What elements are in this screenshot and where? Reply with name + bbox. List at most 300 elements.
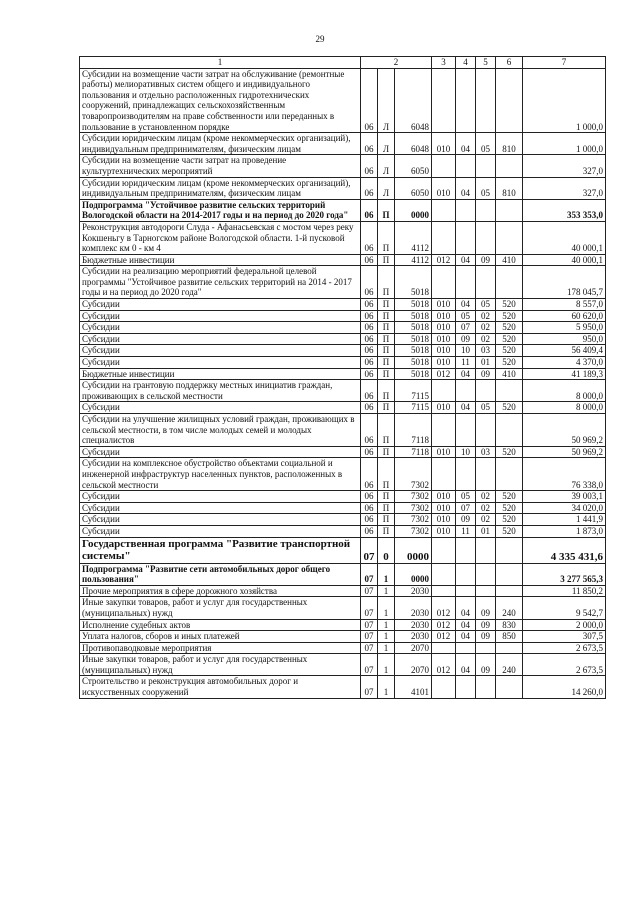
- code-subprogram: Л: [378, 177, 395, 199]
- amount: 4 335 431,6: [523, 537, 606, 563]
- code-direction: 5018: [395, 345, 432, 357]
- code-section: [456, 585, 476, 597]
- code-ministry: [432, 414, 456, 447]
- code-program: 07: [361, 619, 378, 631]
- code-ministry: [432, 221, 456, 254]
- code-expense-type: 520: [496, 491, 523, 503]
- code-expense-type: 520: [496, 402, 523, 414]
- code-expense-type: 810: [496, 177, 523, 199]
- code-ministry: [432, 380, 456, 402]
- code-direction: 7302: [395, 514, 432, 526]
- row-name: Бюджетные инвестиции: [80, 368, 361, 380]
- header-col-5: 5: [476, 57, 496, 69]
- code-direction: 2030: [395, 619, 432, 631]
- code-program: 06: [361, 357, 378, 369]
- code-ministry: [432, 155, 456, 177]
- amount: 950,0: [523, 333, 606, 345]
- code-section: 11: [456, 525, 476, 537]
- code-section: 04: [456, 402, 476, 414]
- code-program: 06: [361, 333, 378, 345]
- code-subprogram: 1: [378, 585, 395, 597]
- code-direction: 2030: [395, 631, 432, 643]
- code-direction: 5018: [395, 299, 432, 311]
- code-subsection: 05: [476, 177, 496, 199]
- code-subprogram: Л: [378, 133, 395, 155]
- amount: 50 969,2: [523, 446, 606, 458]
- table-row: [80, 631, 606, 643]
- code-subprogram: П: [378, 345, 395, 357]
- code-ministry: [432, 585, 456, 597]
- code-ministry: 010: [432, 310, 456, 322]
- code-subsection: 02: [476, 310, 496, 322]
- code-expense-type: [496, 155, 523, 177]
- code-subsection: [476, 68, 496, 133]
- code-subprogram: П: [378, 333, 395, 345]
- code-direction: 7302: [395, 502, 432, 514]
- code-subsection: 09: [476, 631, 496, 643]
- code-section: [456, 68, 476, 133]
- code-subsection: [476, 458, 496, 491]
- code-ministry: 010: [432, 357, 456, 369]
- code-direction: 0000: [395, 199, 432, 221]
- code-subsection: [476, 676, 496, 698]
- budget-table: [79, 56, 606, 699]
- code-direction: 7118: [395, 446, 432, 458]
- code-ministry: 010: [432, 514, 456, 526]
- row-name: Реконструкция автодороги Слуда - Афанасьевская с мостом через реку Кокшеньгу в Тарногском районе Вологодской области. 1-й пусковой комплекс км 0 - км 4: [80, 221, 361, 254]
- table-row: [80, 380, 606, 402]
- code-section: [456, 563, 476, 585]
- table-row: [80, 368, 606, 380]
- amount: 5 950,0: [523, 322, 606, 334]
- code-direction: 6048: [395, 68, 432, 133]
- code-program: 06: [361, 299, 378, 311]
- table-row: [80, 597, 606, 619]
- code-direction: 7115: [395, 402, 432, 414]
- code-subprogram: П: [378, 221, 395, 254]
- code-subsection: [476, 585, 496, 597]
- table-row: [80, 357, 606, 369]
- row-name: Иные закупки товаров, работ и услуг для государственных (муниципальных) нужд: [80, 654, 361, 676]
- table-row: [80, 266, 606, 299]
- code-ministry: 010: [432, 322, 456, 334]
- code-subsection: 02: [476, 322, 496, 334]
- table-row: [80, 345, 606, 357]
- row-name: Субсидии: [80, 357, 361, 369]
- row-name: Исполнение судебных актов: [80, 619, 361, 631]
- code-subprogram: П: [378, 525, 395, 537]
- code-section: 10: [456, 345, 476, 357]
- table-row: [80, 676, 606, 698]
- code-subprogram: П: [378, 266, 395, 299]
- code-subprogram: П: [378, 322, 395, 334]
- code-subsection: 09: [476, 597, 496, 619]
- code-direction: 7115: [395, 380, 432, 402]
- code-expense-type: [496, 563, 523, 585]
- code-ministry: 010: [432, 333, 456, 345]
- code-subsection: 03: [476, 345, 496, 357]
- code-subprogram: Л: [378, 155, 395, 177]
- code-section: [456, 155, 476, 177]
- code-program: 07: [361, 563, 378, 585]
- table-row: [80, 177, 606, 199]
- code-direction: 2030: [395, 585, 432, 597]
- code-direction: 2070: [395, 654, 432, 676]
- code-expense-type: 410: [496, 368, 523, 380]
- table-row: [80, 502, 606, 514]
- table-row: [80, 199, 606, 221]
- code-program: 06: [361, 491, 378, 503]
- code-expense-type: [496, 199, 523, 221]
- code-subsection: [476, 537, 496, 563]
- table-row: [80, 537, 606, 563]
- code-subprogram: 1: [378, 631, 395, 643]
- amount: 8 000,0: [523, 402, 606, 414]
- code-expense-type: 240: [496, 597, 523, 619]
- code-section: 04: [456, 597, 476, 619]
- code-ministry: [432, 563, 456, 585]
- row-name: Субсидии: [80, 491, 361, 503]
- code-ministry: 012: [432, 597, 456, 619]
- code-program: 06: [361, 414, 378, 447]
- code-direction: 2070: [395, 642, 432, 654]
- amount: 307,5: [523, 631, 606, 643]
- amount: 11 850,2: [523, 585, 606, 597]
- row-name: Субсидии: [80, 345, 361, 357]
- header-col-4: 4: [456, 57, 476, 69]
- row-name: Субсидии на возмещение части затрат на обслуживание (ремонтные работы) мелиоративных систем общего и индивидуального пользования и отдельно расположенных гидротехнических сооружений, принадлежащих сельскохозяйственным товаропроизводителям на праве собственности или переданных в пользование в установленном порядке: [80, 68, 361, 133]
- code-subprogram: П: [378, 502, 395, 514]
- table-row: [80, 333, 606, 345]
- row-name: Субсидии: [80, 322, 361, 334]
- code-expense-type: 520: [496, 322, 523, 334]
- amount: 60 620,0: [523, 310, 606, 322]
- code-expense-type: [496, 537, 523, 563]
- code-expense-type: 520: [496, 525, 523, 537]
- code-subsection: 09: [476, 368, 496, 380]
- code-direction: 0000: [395, 537, 432, 563]
- code-expense-type: [496, 458, 523, 491]
- table-row: [80, 155, 606, 177]
- amount: 40 000,1: [523, 254, 606, 266]
- row-name: Подпрограмма "Развитие сети автомобильных дорог общего пользования": [80, 563, 361, 585]
- table-row: [80, 221, 606, 254]
- code-program: 06: [361, 322, 378, 334]
- code-program: 07: [361, 642, 378, 654]
- code-section: 04: [456, 631, 476, 643]
- code-subprogram: 1: [378, 676, 395, 698]
- code-program: 06: [361, 514, 378, 526]
- code-direction: 5018: [395, 333, 432, 345]
- amount: 1 873,0: [523, 525, 606, 537]
- code-ministry: [432, 68, 456, 133]
- amount: 50 969,2: [523, 414, 606, 447]
- code-program: 07: [361, 537, 378, 563]
- code-section: 04: [456, 654, 476, 676]
- table-row: [80, 322, 606, 334]
- header-col-2: 2: [361, 57, 432, 69]
- row-name: Противопаводковые мероприятия: [80, 642, 361, 654]
- table-body: [80, 57, 606, 699]
- code-direction: 7302: [395, 491, 432, 503]
- code-ministry: 012: [432, 654, 456, 676]
- row-name: Субсидии: [80, 402, 361, 414]
- code-program: 06: [361, 368, 378, 380]
- code-program: 06: [361, 221, 378, 254]
- code-subsection: 02: [476, 502, 496, 514]
- row-name: Субсидии юридическим лицам (кроме некоммерческих организаций), индивидуальным предпринимателям, физическим лицам: [80, 177, 361, 199]
- amount: 327,0: [523, 177, 606, 199]
- code-subprogram: П: [378, 199, 395, 221]
- code-subsection: [476, 414, 496, 447]
- code-expense-type: [496, 676, 523, 698]
- code-program: 06: [361, 68, 378, 133]
- table-row: [80, 133, 606, 155]
- code-direction: 5018: [395, 357, 432, 369]
- code-expense-type: [496, 68, 523, 133]
- table-row: [80, 414, 606, 447]
- code-subprogram: П: [378, 491, 395, 503]
- code-section: [456, 414, 476, 447]
- code-program: 06: [361, 502, 378, 514]
- code-subprogram: П: [378, 380, 395, 402]
- code-section: 07: [456, 502, 476, 514]
- table-row: [80, 310, 606, 322]
- code-ministry: [432, 266, 456, 299]
- row-name: Уплата налогов, сборов и иных платежей: [80, 631, 361, 643]
- code-section: 05: [456, 310, 476, 322]
- row-name: Субсидии: [80, 525, 361, 537]
- header-col-3: 3: [432, 57, 456, 69]
- code-expense-type: [496, 221, 523, 254]
- table-row: [80, 563, 606, 585]
- code-program: 06: [361, 345, 378, 357]
- code-subsection: [476, 563, 496, 585]
- code-section: [456, 458, 476, 491]
- code-subsection: 09: [476, 619, 496, 631]
- code-expense-type: [496, 414, 523, 447]
- table-row: [80, 642, 606, 654]
- row-name: Бюджетные инвестиции: [80, 254, 361, 266]
- table-row: [80, 254, 606, 266]
- code-expense-type: [496, 642, 523, 654]
- row-name: Субсидии: [80, 333, 361, 345]
- code-subprogram: П: [378, 458, 395, 491]
- code-ministry: [432, 642, 456, 654]
- amount: 41 189,3: [523, 368, 606, 380]
- code-expense-type: 520: [496, 514, 523, 526]
- header-col-6: 6: [496, 57, 523, 69]
- code-expense-type: 520: [496, 299, 523, 311]
- table-row: [80, 514, 606, 526]
- code-section: [456, 221, 476, 254]
- amount: 76 338,0: [523, 458, 606, 491]
- code-subsection: 02: [476, 333, 496, 345]
- row-name: Субсидии: [80, 299, 361, 311]
- code-program: 06: [361, 177, 378, 199]
- code-expense-type: 240: [496, 654, 523, 676]
- code-subprogram: 1: [378, 619, 395, 631]
- code-expense-type: 520: [496, 446, 523, 458]
- amount: 39 003,1: [523, 491, 606, 503]
- code-subsection: [476, 380, 496, 402]
- table-row: [80, 446, 606, 458]
- row-name: Субсидии на комплексное обустройство объектами социальной и инженерной инфраструктур населенных пунктов, расположенных в сельской местности: [80, 458, 361, 491]
- code-ministry: 010: [432, 402, 456, 414]
- code-subprogram: 0: [378, 537, 395, 563]
- code-program: 06: [361, 199, 378, 221]
- code-subprogram: П: [378, 446, 395, 458]
- code-subprogram: 1: [378, 563, 395, 585]
- code-section: 04: [456, 368, 476, 380]
- code-subsection: 01: [476, 525, 496, 537]
- code-ministry: 010: [432, 502, 456, 514]
- row-name: Государственная программа "Развитие транспортной системы": [80, 537, 361, 563]
- code-direction: 7118: [395, 414, 432, 447]
- code-subprogram: П: [378, 402, 395, 414]
- code-expense-type: [496, 585, 523, 597]
- code-expense-type: 520: [496, 345, 523, 357]
- row-name: Прочие мероприятия в сфере дорожного хозяйства: [80, 585, 361, 597]
- code-direction: 5018: [395, 266, 432, 299]
- code-subprogram: П: [378, 414, 395, 447]
- code-ministry: 012: [432, 631, 456, 643]
- amount: 9 542,7: [523, 597, 606, 619]
- amount: 34 020,0: [523, 502, 606, 514]
- code-subsection: 09: [476, 254, 496, 266]
- code-expense-type: 850: [496, 631, 523, 643]
- code-ministry: 012: [432, 254, 456, 266]
- code-ministry: [432, 537, 456, 563]
- code-ministry: 010: [432, 177, 456, 199]
- code-subsection: 02: [476, 514, 496, 526]
- code-subsection: 02: [476, 491, 496, 503]
- code-direction: 0000: [395, 563, 432, 585]
- code-direction: 4112: [395, 221, 432, 254]
- code-subprogram: 1: [378, 654, 395, 676]
- code-expense-type: [496, 380, 523, 402]
- code-direction: 6048: [395, 133, 432, 155]
- code-program: 06: [361, 266, 378, 299]
- code-ministry: 012: [432, 619, 456, 631]
- code-program: 07: [361, 654, 378, 676]
- code-section: 11: [456, 357, 476, 369]
- code-section: 05: [456, 491, 476, 503]
- code-ministry: 012: [432, 368, 456, 380]
- code-direction: 5018: [395, 310, 432, 322]
- header-col-1: 1: [80, 57, 361, 69]
- page-number: 29: [315, 34, 325, 44]
- header-col-7: 7: [523, 57, 606, 69]
- code-section: [456, 642, 476, 654]
- code-ministry: 010: [432, 446, 456, 458]
- code-ministry: 010: [432, 525, 456, 537]
- row-name: Субсидии на грантовую поддержку местных инициатив граждан, проживающих в сельской местности: [80, 380, 361, 402]
- amount: 40 000,1: [523, 221, 606, 254]
- code-section: 10: [456, 446, 476, 458]
- row-name: Подпрограмма "Устойчивое развитие сельских территорий Вологодской области на 2014-2017 годы и на период до 2020 года": [80, 199, 361, 221]
- code-expense-type: [496, 266, 523, 299]
- amount: 3 277 565,3: [523, 563, 606, 585]
- code-ministry: 010: [432, 345, 456, 357]
- code-expense-type: 410: [496, 254, 523, 266]
- code-direction: 6050: [395, 177, 432, 199]
- table-row: [80, 299, 606, 311]
- row-name: Субсидии: [80, 446, 361, 458]
- amount: 14 260,0: [523, 676, 606, 698]
- code-section: 04: [456, 619, 476, 631]
- code-subsection: 05: [476, 402, 496, 414]
- code-ministry: [432, 676, 456, 698]
- table-row: [80, 68, 606, 133]
- code-subsection: 05: [476, 299, 496, 311]
- table-row: [80, 585, 606, 597]
- code-section: [456, 266, 476, 299]
- code-program: 06: [361, 310, 378, 322]
- code-expense-type: 810: [496, 133, 523, 155]
- amount: 178 045,7: [523, 266, 606, 299]
- code-expense-type: 830: [496, 619, 523, 631]
- row-name: Субсидии на реализацию мероприятий федеральной целевой программы "Устойчивое развитие сельских территорий на 2014 - 2017 годы и на период до 2020 года": [80, 266, 361, 299]
- code-section: [456, 537, 476, 563]
- row-name: Субсидии: [80, 514, 361, 526]
- amount: 56 409,4: [523, 345, 606, 357]
- amount: 1 000,0: [523, 68, 606, 133]
- code-program: 07: [361, 597, 378, 619]
- code-program: 06: [361, 525, 378, 537]
- code-program: 07: [361, 631, 378, 643]
- code-subprogram: П: [378, 310, 395, 322]
- amount: 353 353,0: [523, 199, 606, 221]
- amount: 2 673,5: [523, 654, 606, 676]
- code-section: 04: [456, 133, 476, 155]
- code-program: 06: [361, 133, 378, 155]
- row-name: Субсидии юридическим лицам (кроме некоммерческих организаций), индивидуальным предпринимателям, физическим лицам: [80, 133, 361, 155]
- code-subsection: 09: [476, 654, 496, 676]
- amount: 2 000,0: [523, 619, 606, 631]
- code-program: 06: [361, 155, 378, 177]
- amount: 8 000,0: [523, 380, 606, 402]
- code-subprogram: П: [378, 254, 395, 266]
- code-section: [456, 676, 476, 698]
- code-direction: 4101: [395, 676, 432, 698]
- table-row: [80, 402, 606, 414]
- code-program: 07: [361, 585, 378, 597]
- code-direction: 7302: [395, 525, 432, 537]
- amount: 8 557,0: [523, 299, 606, 311]
- code-program: 06: [361, 402, 378, 414]
- amount: 2 673,5: [523, 642, 606, 654]
- code-section: 09: [456, 514, 476, 526]
- table-row: [80, 654, 606, 676]
- code-section: 09: [456, 333, 476, 345]
- code-subsection: 05: [476, 133, 496, 155]
- code-section: 07: [456, 322, 476, 334]
- code-subprogram: П: [378, 368, 395, 380]
- code-direction: 4112: [395, 254, 432, 266]
- row-name: Иные закупки товаров, работ и услуг для государственных (муниципальных) нужд: [80, 597, 361, 619]
- code-section: 04: [456, 254, 476, 266]
- code-ministry: [432, 458, 456, 491]
- code-program: 07: [361, 676, 378, 698]
- code-subsection: [476, 221, 496, 254]
- code-ministry: 010: [432, 491, 456, 503]
- row-name: Субсидии: [80, 502, 361, 514]
- code-subsection: 03: [476, 446, 496, 458]
- row-name: Строительство и реконструкция автомобильных дорог и искусственных сооружений: [80, 676, 361, 698]
- code-direction: 6050: [395, 155, 432, 177]
- code-program: 06: [361, 446, 378, 458]
